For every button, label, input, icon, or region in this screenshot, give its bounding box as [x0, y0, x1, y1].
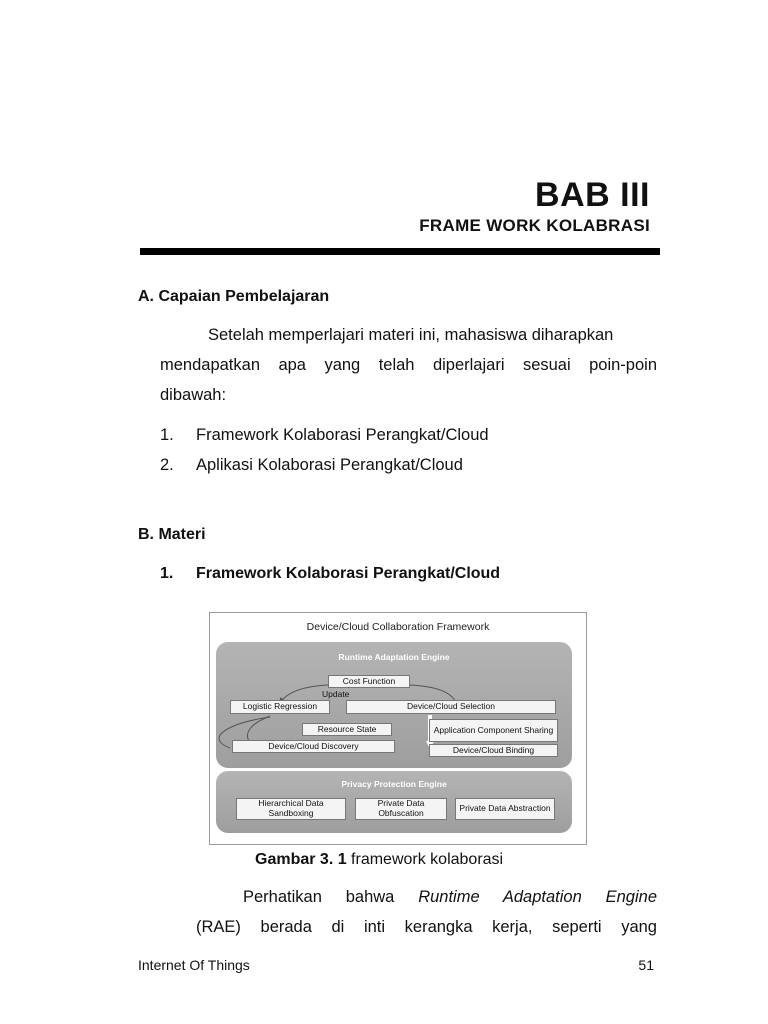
arrow-icon — [248, 716, 271, 743]
device-cloud-discovery-box: Device/Cloud Discovery — [232, 740, 395, 753]
paragraph-line: mendapatkan apa yang telah diperlajari sesuai poin-poin — [160, 356, 657, 374]
page-number: 51 — [638, 957, 654, 973]
subsection-title: Framework Kolaborasi Perangkat/Cloud — [196, 565, 501, 582]
update-label: Update — [322, 689, 350, 699]
framework-figure — [209, 612, 587, 845]
list-item-number: 2. — [160, 456, 174, 474]
rae-label: Runtime Adaptation Engine — [338, 652, 450, 662]
logistic-regression-box: Logistic Regression — [230, 700, 330, 714]
subsection-number: 1. — [160, 565, 174, 582]
section-a-heading: A. Capaian Pembelajaran — [138, 288, 330, 305]
hierarchical-data-sandboxing-box: Hierarchical Data Sandboxing — [236, 798, 346, 820]
cost-function-box: Cost Function — [328, 675, 410, 688]
device-cloud-binding-box: Device/Cloud Binding — [429, 744, 558, 757]
application-component-sharing-box: Application Component Sharing — [429, 719, 558, 742]
body-text: Perhatikan bahwa — [243, 888, 419, 906]
paragraph-line: dibawah: — [160, 386, 227, 404]
figure-caption — [255, 851, 503, 869]
chapter-divider — [140, 248, 660, 255]
paragraph-line: (RAE) berada di inti kerangka kerja, seperti yang — [196, 918, 657, 936]
resource-state-box: Resource State — [302, 723, 392, 736]
list-item-number: 1. — [160, 426, 174, 444]
figure-title: Device/Cloud Collaboration Framework — [306, 621, 490, 633]
body-italic-text: Runtime Adaptation Engine — [418, 888, 657, 906]
paragraph-line — [243, 882, 657, 912]
private-data-obfuscation-box: Private Data Obfuscation — [355, 798, 447, 820]
chapter-title: FRAME WORK KOLABRASI — [419, 216, 650, 235]
paragraph-line: Setelah memperlajari materi ini, mahasiswa diharapkan — [208, 326, 614, 344]
caption-label: Gambar 3. 1 — [255, 851, 347, 868]
caption-text: framework kolaborasi — [346, 851, 504, 868]
device-cloud-selection-box: Device/Cloud Selection — [346, 700, 556, 714]
private-data-abstraction-box: Private Data Abstraction — [455, 798, 555, 820]
list-item-text: Aplikasi Kolaborasi Perangkat/Cloud — [196, 456, 463, 474]
section-b-heading: B. Materi — [138, 526, 206, 543]
footer-book-title: Internet Of Things — [138, 957, 250, 973]
list-item-text: Framework Kolaborasi Perangkat/Cloud — [196, 426, 489, 444]
ppe-label: Privacy Protection Engine — [341, 779, 447, 789]
chapter-number: BAB III — [535, 176, 650, 214]
